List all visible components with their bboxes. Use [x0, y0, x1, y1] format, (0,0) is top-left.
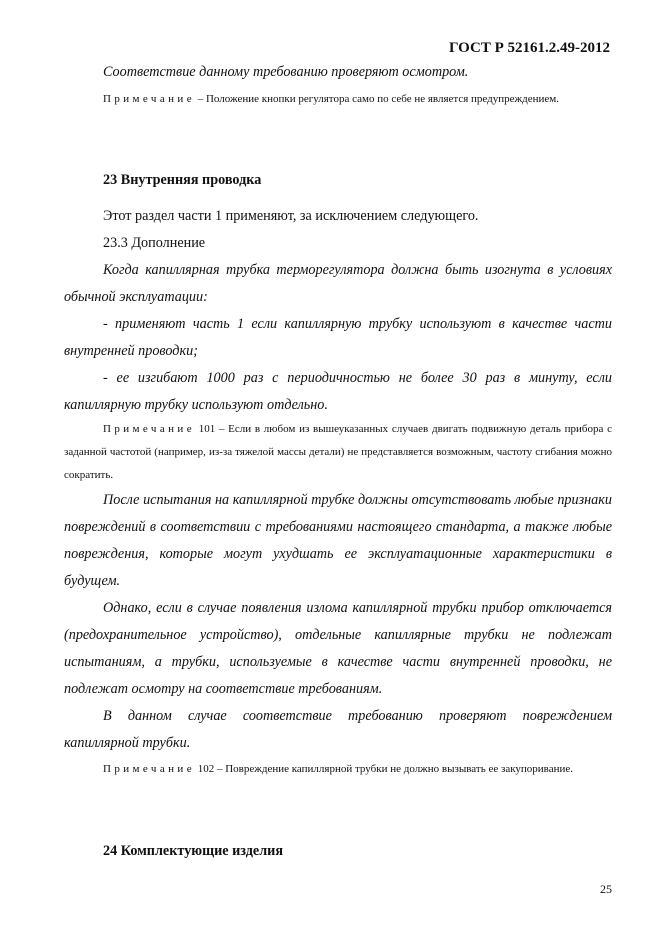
paragraph-however: Однако, если в случае появления излома капиллярной трубки прибор отключается (предохранительное устройство), отдельные капиллярные трубки не подлежат испытаниям, а трубки, используемые в качестве части внутренней проводки, не подлежат осмотру на соответствие требованиям.	[64, 600, 612, 697]
section-heading-23: 23 Внутренняя проводка	[103, 172, 262, 188]
note-regulator-button	[64, 88, 612, 111]
paragraph-section-applies: Этот раздел части 1 применяют, за исключением следующего.	[103, 208, 479, 224]
note-101	[64, 418, 612, 487]
note-text: 101 – Если в любом из вышеуказанных случаев двигать подвижную деталь прибора с заданной частотой (например, из-за тяжелой массы детали) не представляется возможным, частоту сгибания можно сократить.	[64, 423, 612, 481]
note-label: Примечание	[103, 763, 195, 775]
paragraph-in-this-case: В данном случае соответствие требованию проверяют повреждением капиллярной трубки.	[64, 708, 612, 751]
paragraph-capillary-bent: Когда капиллярная трубка терморегулятора должна быть изогнута в условиях обычной эксплуатации:	[64, 262, 612, 305]
note-text: – Положение кнопки регулятора само по себе не является предупреждением.	[194, 93, 559, 105]
document-number: ГОСТ Р 52161.2.49-2012	[448, 40, 610, 56]
note-label: Примечание	[103, 93, 195, 105]
paragraph-check-inspection: Соответствие данному требованию проверяют осмотром.	[103, 64, 469, 80]
page-number: 25	[600, 882, 612, 896]
paragraph-after-test: После испытания на капиллярной трубке должны отсутствовать любые признаки повреждений в соответствии с требованиями настоящего стандарта, а также любые повреждения, которые могут ухудшать ее эксплуатационные характеристики в будущем.	[64, 492, 612, 589]
section-heading-24: 24 Комплектующие изделия	[103, 843, 284, 859]
note-label: Примечание	[103, 423, 195, 435]
note-text: 102 – Повреждение капиллярной трубки не должно вызывать ее закупоривание.	[194, 763, 573, 775]
list-item-internal-wiring: - применяют часть 1 если капиллярную трубку используют в качестве части внутренней проводки;	[64, 316, 612, 359]
paragraph-addition: 23.3 Дополнение	[103, 235, 206, 251]
list-item-bend-1000: - ее изгибают 1000 раз с периодичностью не более 30 раз в минуту, если капиллярную трубку используют отдельно.	[64, 370, 612, 413]
note-102	[64, 758, 612, 781]
